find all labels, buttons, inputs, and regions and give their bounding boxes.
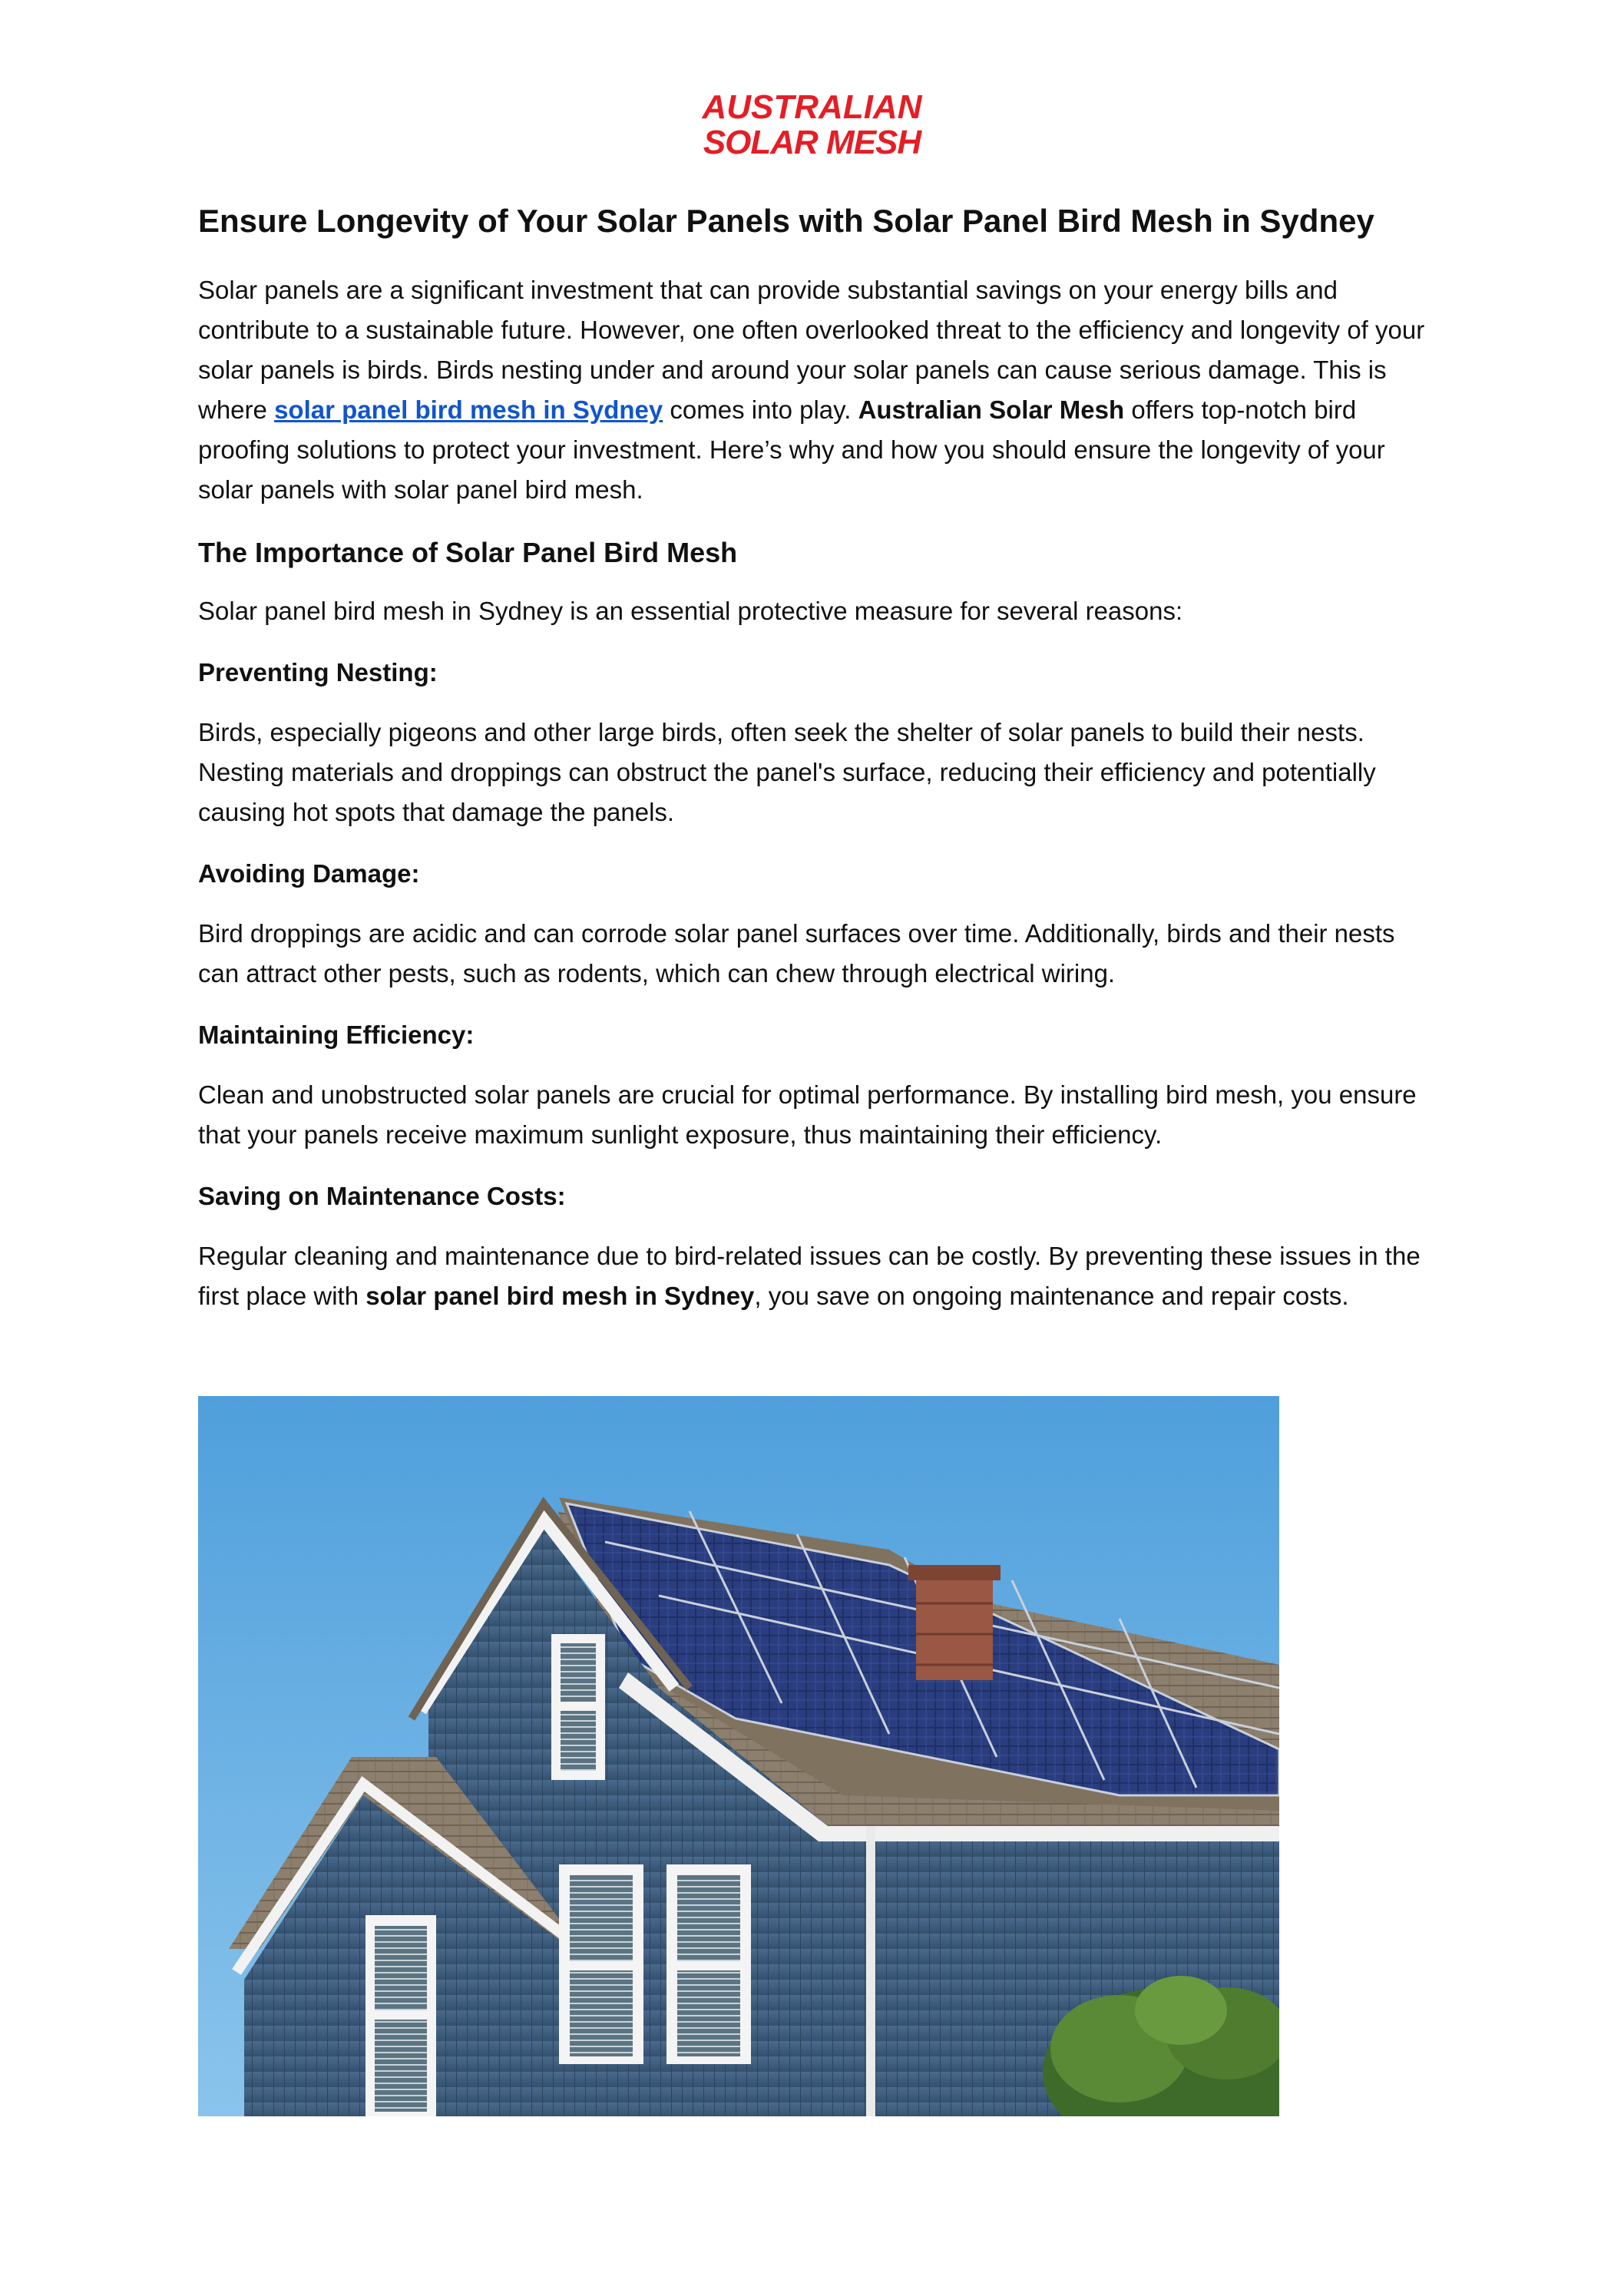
bird-mesh-link[interactable]: solar panel bird mesh in Sydney bbox=[274, 395, 663, 424]
item-text-maintenance-costs bbox=[198, 1236, 1442, 1316]
intro-paragraph bbox=[198, 270, 1442, 510]
intro-text-1: Solar panels are a significant investment that can provide substantial savings on your energy bills and contribute to a sustainable future. However, one often overlooked threat to the efficiency and longevity of your solar panels is birds. Birds nesting under and around your solar panels can cause serious damage. This is where bbox=[198, 276, 1425, 424]
lower-left-window bbox=[365, 1915, 436, 2116]
section-intro: Solar panel bird mesh in Sydney is an essential protective measure for several reasons: bbox=[198, 597, 1183, 625]
intro-brand-bold: Australian Solar Mesh bbox=[858, 395, 1125, 424]
house-solar-panels-photo bbox=[198, 1396, 1279, 2116]
brand-logo[interactable] bbox=[0, 88, 1624, 161]
costs-text-1: Regular cleaning and maintenance due to bird-related issues can be costly. By preventing these issues in the first place with bbox=[198, 1242, 1421, 1310]
item-text-maintaining-efficiency: Clean and unobstructed solar panels are crucial for optimal performance. By installing bird mesh, you ensure that your panels receive maximum sunlight exposure, thus maintaining their efficiency. bbox=[198, 1080, 1417, 1149]
middle-window-2 bbox=[666, 1864, 751, 2064]
intro-text-2: comes into play. bbox=[663, 395, 858, 424]
item-label-maintaining-efficiency: Maintaining Efficiency: bbox=[198, 1021, 475, 1049]
section-heading: The Importance of Solar Panel Bird Mesh bbox=[198, 537, 738, 568]
middle-window-1 bbox=[559, 1864, 643, 2064]
downspout bbox=[866, 1826, 875, 2116]
logo-line-2: SOLAR MESH bbox=[703, 124, 921, 161]
item-text-preventing-nesting: Birds, especially pigeons and other large birds, often seek the shelter of solar panels to build their nests. Nesting materials and droppings can obstruct the panel's surface, reducing their efficiency and potentially causing hot spots that damage the panels. bbox=[198, 718, 1376, 826]
item-label-preventing-nesting: Preventing Nesting: bbox=[198, 658, 438, 686]
costs-text-2: , you save on ongoing maintenance and repair costs. bbox=[754, 1282, 1349, 1310]
item-text-avoiding-damage: Bird droppings are acidic and can corrode solar panel surfaces over time. Additionally, birds and their nests can attract other pests, such as rodents, which can chew through electrical wiring. bbox=[198, 919, 1395, 988]
logo-line-1: AUSTRALIAN bbox=[702, 88, 922, 126]
item-label-maintenance-costs: Saving on Maintenance Costs: bbox=[198, 1182, 566, 1210]
page-title: Ensure Longevity of Your Solar Panels with Solar Panel Bird Mesh in Sydney bbox=[198, 203, 1374, 239]
attic-window bbox=[551, 1634, 605, 1780]
intro-text-3: offers top-notch bird proofing solutions to protect your investment. Here’s why and how you should ensure the longevity of your solar panels with solar panel bird mesh. bbox=[198, 395, 1385, 504]
costs-bold: solar panel bird mesh in Sydney bbox=[365, 1282, 755, 1310]
chimney bbox=[908, 1565, 1001, 1680]
item-label-avoiding-damage: Avoiding Damage: bbox=[198, 859, 420, 888]
article-body bbox=[198, 198, 1442, 1338]
